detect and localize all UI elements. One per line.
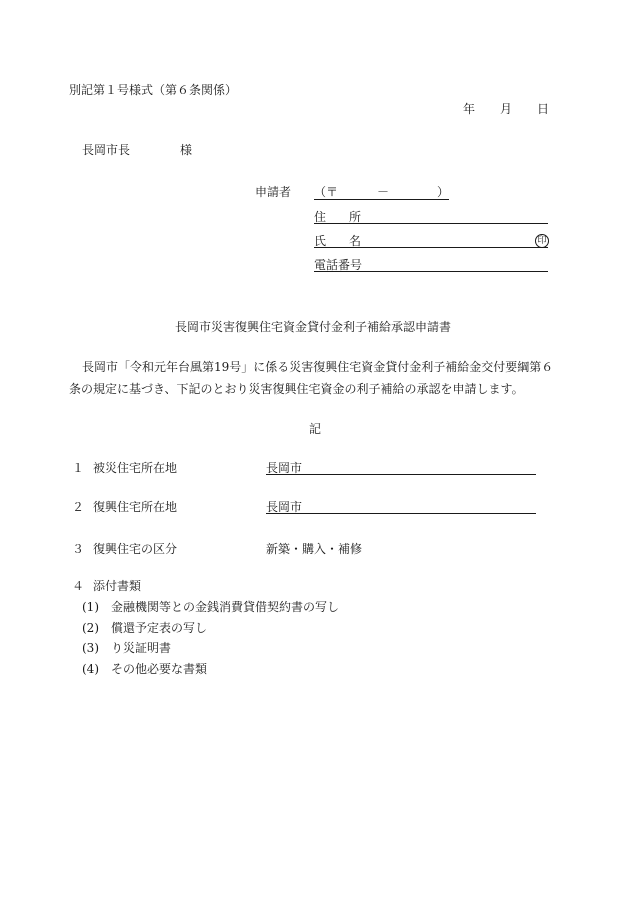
date-day-label: 日 [537, 102, 550, 116]
postal-underline [314, 199, 449, 200]
attachment-3-text: り災証明書 [111, 641, 172, 655]
item-3-value: 新築・購入・補修 [266, 542, 363, 556]
item-3-label: 復興住宅の区分 [93, 542, 178, 556]
item-2-label: 復興住宅所在地 [93, 500, 178, 514]
item-1-label: 被災住宅所在地 [93, 461, 178, 475]
item-1-line[interactable] [266, 474, 536, 475]
attachment-4-number: (4) [82, 662, 99, 676]
item-1-value: 長岡市 [266, 461, 303, 475]
attachment-1-number: (1) [82, 600, 99, 614]
ki-label: 記 [309, 422, 322, 436]
item-2-value: 長岡市 [266, 500, 303, 514]
address-label-2: 所 [349, 210, 362, 224]
seal-mark: 印 [535, 234, 549, 248]
name-label-2: 名 [349, 234, 362, 248]
item-2-line[interactable] [266, 513, 536, 514]
date-month-label: 月 [500, 102, 513, 116]
addressee-honorific: 様 [180, 143, 193, 157]
attachments-label: 添付書類 [93, 579, 142, 593]
attachment-1-text: 金融機関等との金銭消費貸借契約書の写し [111, 600, 340, 614]
name-label-1: 氏 [314, 234, 327, 248]
item-2-number: ２ [72, 500, 85, 514]
document-title: 長岡市災害復興住宅資金貸付金利子補給承認申請書 [175, 320, 452, 334]
postal-dash: － [377, 185, 390, 199]
address-line[interactable] [314, 223, 548, 224]
attachments-number: ４ [72, 579, 85, 593]
addressee-name: 長岡市長 [82, 143, 131, 157]
attachment-4-text: その他必要な書類 [111, 662, 208, 676]
attachment-2-number: (2) [82, 621, 99, 635]
body-line-2: 条の規定に基づき、下記のとおり災害復興住宅資金の利子補給の承認を申請します。 [69, 382, 524, 396]
phone-label: 電話番号 [314, 258, 363, 272]
applicant-label: 申請者 [255, 185, 292, 199]
postal-close: ） [437, 185, 450, 199]
postal-open: （〒 [314, 185, 339, 199]
item-3-number: ３ [72, 542, 85, 556]
date-year-label: 年 [463, 102, 476, 116]
attachment-2-text: 償還予定表の写し [111, 621, 208, 635]
address-label-1: 住 [314, 210, 327, 224]
body-line-1: 長岡市「令和元年台風第19号」に係る災害復興住宅資金貸付金利子補給金交付要綱第６ [82, 360, 554, 374]
phone-line[interactable] [314, 271, 548, 272]
form-label: 別記第１号様式（第６条関係） [69, 83, 238, 97]
item-1-number: １ [72, 461, 85, 475]
name-line[interactable] [314, 247, 548, 248]
attachment-3-number: (3) [82, 641, 99, 655]
